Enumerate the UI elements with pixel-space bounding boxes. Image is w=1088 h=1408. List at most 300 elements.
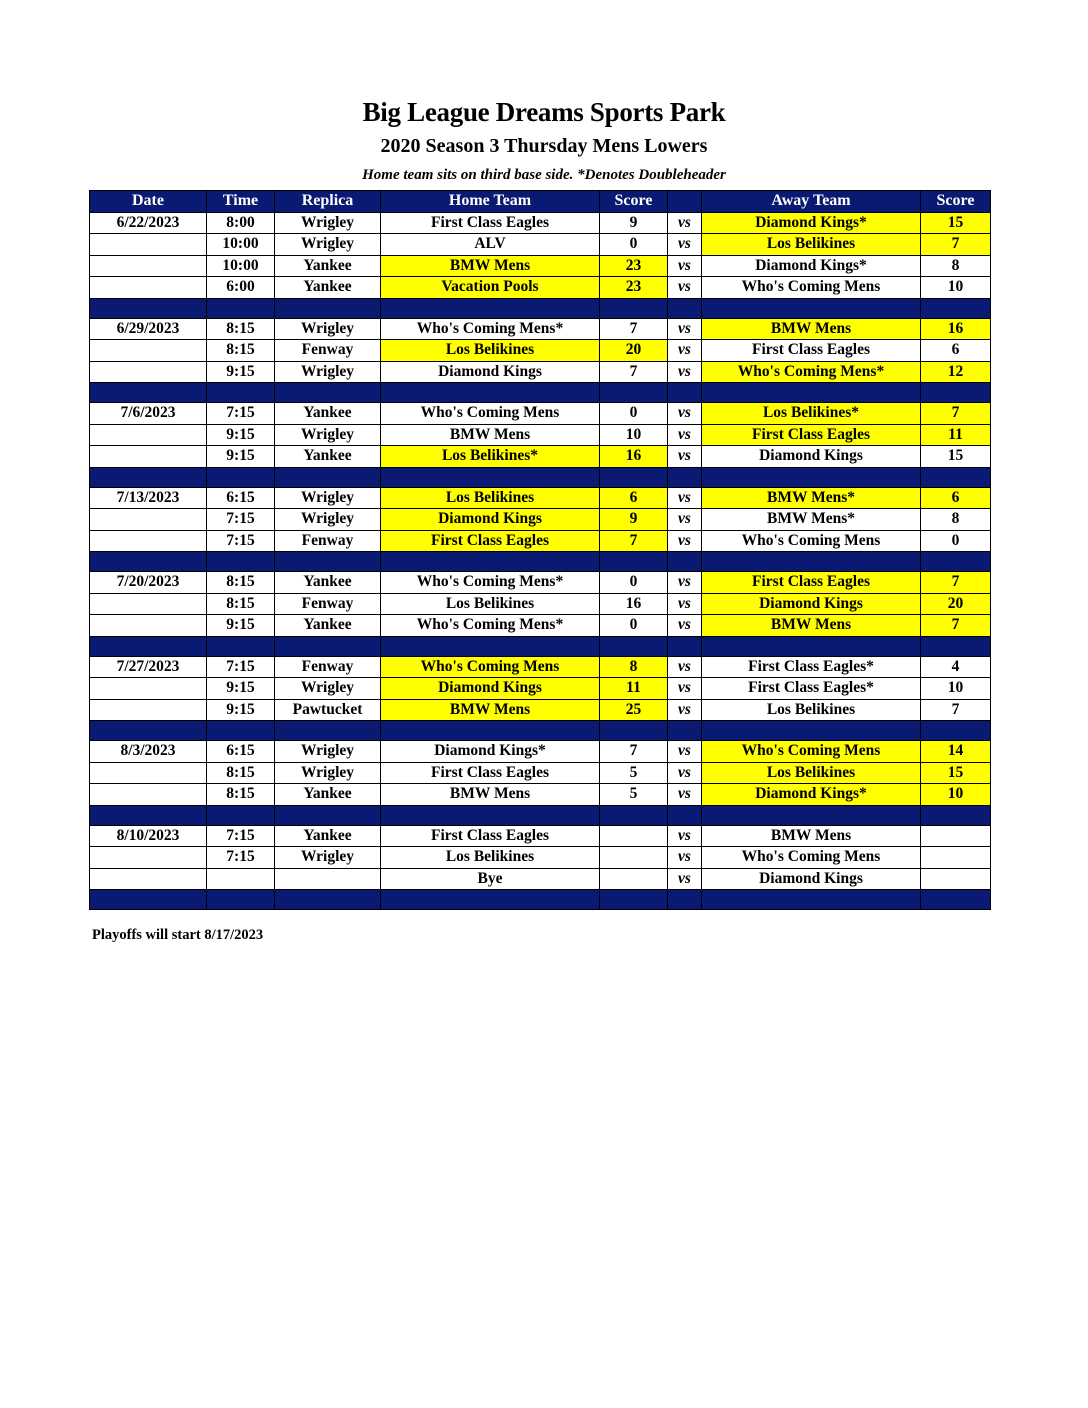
separator-cell xyxy=(90,467,207,487)
table-row xyxy=(90,656,991,678)
header-row xyxy=(90,191,991,213)
table-row xyxy=(90,572,991,594)
home-score-cell: 5 xyxy=(600,762,668,784)
separator-cell xyxy=(921,890,991,910)
field-cell: Yankee xyxy=(275,277,381,299)
home-score-cell: 10 xyxy=(600,424,668,446)
separator-cell xyxy=(668,721,702,741)
playoffs-note: Playoffs will start 8/17/2023 xyxy=(92,927,264,943)
away-team-cell: BMW Mens xyxy=(702,318,921,340)
home-score-cell: 0 xyxy=(600,572,668,594)
separator-cell xyxy=(275,890,381,910)
separator-cell xyxy=(702,721,921,741)
separator-cell xyxy=(600,721,668,741)
away-team-cell: First Class Eagles xyxy=(702,572,921,594)
vs-cell: vs xyxy=(668,255,702,277)
separator-cell xyxy=(702,298,921,318)
home-team-cell: Who's Coming Mens xyxy=(381,656,600,678)
home-team-cell: Bye xyxy=(381,868,600,890)
date-cell xyxy=(90,678,207,700)
separator-cell xyxy=(921,383,991,403)
away-team-cell: First Class Eagles xyxy=(702,424,921,446)
col-header-vs xyxy=(668,191,702,213)
away-score-cell: 16 xyxy=(921,318,991,340)
date-cell: 7/13/2023 xyxy=(90,487,207,509)
home-score-cell: 23 xyxy=(600,277,668,299)
date-cell: 7/27/2023 xyxy=(90,656,207,678)
home-team-cell: BMW Mens xyxy=(381,784,600,806)
away-team-cell: Who's Coming Mens xyxy=(702,741,921,763)
home-team-cell: Los Belikines xyxy=(381,847,600,869)
week-separator-row xyxy=(90,721,991,741)
col-header-time: Time xyxy=(207,191,275,213)
field-cell: Fenway xyxy=(275,593,381,615)
field-cell: Yankee xyxy=(275,403,381,425)
home-score-cell: 9 xyxy=(600,212,668,234)
away-score-cell xyxy=(921,868,991,890)
separator-cell xyxy=(207,636,275,656)
vs-cell: vs xyxy=(668,825,702,847)
separator-cell xyxy=(207,890,275,910)
away-score-cell: 4 xyxy=(921,656,991,678)
table-row xyxy=(90,509,991,531)
home-team-cell: Diamond Kings xyxy=(381,361,600,383)
field-cell: Yankee xyxy=(275,446,381,468)
separator-cell xyxy=(90,298,207,318)
home-team-cell: Diamond Kings xyxy=(381,678,600,700)
home-team-cell: Who's Coming Mens* xyxy=(381,318,600,340)
vs-cell: vs xyxy=(668,656,702,678)
separator-cell xyxy=(207,552,275,572)
table-row xyxy=(90,825,991,847)
away-score-cell: 12 xyxy=(921,361,991,383)
home-score-cell xyxy=(600,847,668,869)
away-score-cell: 0 xyxy=(921,530,991,552)
time-cell xyxy=(207,868,275,890)
time-cell: 6:00 xyxy=(207,277,275,299)
separator-cell xyxy=(921,298,991,318)
schedule-table xyxy=(89,190,991,910)
home-score-cell: 7 xyxy=(600,318,668,340)
home-team-cell: Diamond Kings* xyxy=(381,741,600,763)
date-cell xyxy=(90,784,207,806)
separator-cell xyxy=(921,721,991,741)
vs-cell: vs xyxy=(668,615,702,637)
vs-cell: vs xyxy=(668,762,702,784)
away-team-cell: Who's Coming Mens xyxy=(702,847,921,869)
separator-cell xyxy=(702,805,921,825)
date-cell xyxy=(90,593,207,615)
separator-cell xyxy=(600,383,668,403)
time-cell: 9:15 xyxy=(207,424,275,446)
separator-cell xyxy=(207,805,275,825)
col-header-away-team: Away Team xyxy=(702,191,921,213)
time-cell: 7:15 xyxy=(207,509,275,531)
vs-cell: vs xyxy=(668,741,702,763)
time-cell: 6:15 xyxy=(207,487,275,509)
away-team-cell: Los Belikines xyxy=(702,234,921,256)
separator-cell xyxy=(921,467,991,487)
time-cell: 8:15 xyxy=(207,784,275,806)
home-team-cell: First Class Eagles xyxy=(381,530,600,552)
home-score-cell: 25 xyxy=(600,699,668,721)
home-team-cell: First Class Eagles xyxy=(381,825,600,847)
separator-cell xyxy=(381,467,600,487)
date-cell xyxy=(90,446,207,468)
home-team-cell: BMW Mens xyxy=(381,699,600,721)
separator-cell xyxy=(668,805,702,825)
separator-cell xyxy=(275,805,381,825)
table-row xyxy=(90,741,991,763)
away-score-cell: 7 xyxy=(921,572,991,594)
separator-cell xyxy=(90,890,207,910)
home-score-cell xyxy=(600,825,668,847)
vs-cell: vs xyxy=(668,572,702,594)
col-header-replica: Replica xyxy=(275,191,381,213)
table-row xyxy=(90,593,991,615)
away-team-cell: Diamond Kings* xyxy=(702,255,921,277)
separator-cell xyxy=(275,467,381,487)
away-score-cell: 6 xyxy=(921,487,991,509)
date-cell xyxy=(90,615,207,637)
vs-cell: vs xyxy=(668,403,702,425)
date-cell xyxy=(90,509,207,531)
home-team-cell: Los Belikines xyxy=(381,593,600,615)
separator-cell xyxy=(381,298,600,318)
vs-cell: vs xyxy=(668,446,702,468)
home-score-cell: 23 xyxy=(600,255,668,277)
separator-cell xyxy=(668,890,702,910)
home-score-cell: 11 xyxy=(600,678,668,700)
field-cell: Yankee xyxy=(275,615,381,637)
away-score-cell: 7 xyxy=(921,699,991,721)
table-row xyxy=(90,361,991,383)
col-header-away-score: Score xyxy=(921,191,991,213)
table-row xyxy=(90,784,991,806)
separator-cell xyxy=(668,298,702,318)
time-cell: 8:15 xyxy=(207,593,275,615)
date-cell xyxy=(90,868,207,890)
week-separator-row xyxy=(90,890,991,910)
date-cell: 7/6/2023 xyxy=(90,403,207,425)
separator-cell xyxy=(702,890,921,910)
table-row xyxy=(90,234,991,256)
home-score-cell: 0 xyxy=(600,403,668,425)
separator-cell xyxy=(600,805,668,825)
time-cell: 9:15 xyxy=(207,446,275,468)
field-cell: Wrigley xyxy=(275,424,381,446)
week-separator-row xyxy=(90,467,991,487)
home-score-cell: 16 xyxy=(600,446,668,468)
separator-cell xyxy=(600,552,668,572)
field-cell: Wrigley xyxy=(275,741,381,763)
separator-cell xyxy=(668,636,702,656)
separator-cell xyxy=(668,552,702,572)
home-score-cell: 5 xyxy=(600,784,668,806)
time-cell: 10:00 xyxy=(207,234,275,256)
away-team-cell: Who's Coming Mens xyxy=(702,277,921,299)
home-score-cell: 16 xyxy=(600,593,668,615)
separator-cell xyxy=(90,636,207,656)
vs-cell: vs xyxy=(668,509,702,531)
date-cell: 6/29/2023 xyxy=(90,318,207,340)
field-cell: Yankee xyxy=(275,572,381,594)
time-cell: 9:15 xyxy=(207,615,275,637)
vs-cell: vs xyxy=(668,487,702,509)
table-row xyxy=(90,678,991,700)
home-team-cell: Who's Coming Mens* xyxy=(381,572,600,594)
separator-cell xyxy=(207,467,275,487)
date-cell xyxy=(90,424,207,446)
home-team-cell: Who's Coming Mens* xyxy=(381,615,600,637)
away-score-cell: 6 xyxy=(921,340,991,362)
date-cell xyxy=(90,530,207,552)
away-team-cell: Diamond Kings xyxy=(702,593,921,615)
date-cell xyxy=(90,340,207,362)
time-cell: 8:15 xyxy=(207,572,275,594)
table-row xyxy=(90,615,991,637)
table-row xyxy=(90,530,991,552)
date-cell xyxy=(90,762,207,784)
vs-cell: vs xyxy=(668,530,702,552)
away-team-cell: First Class Eagles xyxy=(702,340,921,362)
vs-cell: vs xyxy=(668,361,702,383)
date-cell xyxy=(90,361,207,383)
date-cell xyxy=(90,255,207,277)
separator-cell xyxy=(921,805,991,825)
time-cell: 10:00 xyxy=(207,255,275,277)
week-separator-row xyxy=(90,552,991,572)
table-row xyxy=(90,277,991,299)
home-score-cell: 20 xyxy=(600,340,668,362)
field-cell: Yankee xyxy=(275,784,381,806)
separator-cell xyxy=(381,383,600,403)
home-team-cell: First Class Eagles xyxy=(381,762,600,784)
date-cell: 8/3/2023 xyxy=(90,741,207,763)
separator-cell xyxy=(668,383,702,403)
away-score-cell: 15 xyxy=(921,446,991,468)
vs-cell: vs xyxy=(668,699,702,721)
away-team-cell: BMW Mens* xyxy=(702,509,921,531)
separator-cell xyxy=(275,383,381,403)
separator-cell xyxy=(702,467,921,487)
date-cell xyxy=(90,699,207,721)
away-score-cell: 7 xyxy=(921,403,991,425)
time-cell: 9:15 xyxy=(207,678,275,700)
away-score-cell: 11 xyxy=(921,424,991,446)
vs-cell: vs xyxy=(668,424,702,446)
away-team-cell: Los Belikines* xyxy=(702,403,921,425)
table-row xyxy=(90,762,991,784)
home-score-cell: 9 xyxy=(600,509,668,531)
away-score-cell: 10 xyxy=(921,784,991,806)
vs-cell: vs xyxy=(668,212,702,234)
separator-cell xyxy=(381,636,600,656)
field-cell: Wrigley xyxy=(275,487,381,509)
away-team-cell: First Class Eagles* xyxy=(702,656,921,678)
table-row xyxy=(90,847,991,869)
home-score-cell: 7 xyxy=(600,741,668,763)
home-team-cell: Vacation Pools xyxy=(381,277,600,299)
field-cell: Yankee xyxy=(275,825,381,847)
separator-cell xyxy=(90,805,207,825)
time-cell: 6:15 xyxy=(207,741,275,763)
field-cell: Fenway xyxy=(275,656,381,678)
time-cell: 8:15 xyxy=(207,318,275,340)
separator-cell xyxy=(600,298,668,318)
table-row xyxy=(90,318,991,340)
page-subtitle: 2020 Season 3 Thursday Mens Lowers xyxy=(380,135,708,157)
vs-cell: vs xyxy=(668,593,702,615)
date-cell: 8/10/2023 xyxy=(90,825,207,847)
away-team-cell: Diamond Kings xyxy=(702,868,921,890)
time-cell: 7:15 xyxy=(207,656,275,678)
table-row xyxy=(90,868,991,890)
home-score-cell: 8 xyxy=(600,656,668,678)
home-team-cell: Los Belikines xyxy=(381,487,600,509)
date-cell xyxy=(90,234,207,256)
away-score-cell: 20 xyxy=(921,593,991,615)
time-cell: 7:15 xyxy=(207,530,275,552)
away-score-cell xyxy=(921,825,991,847)
away-team-cell: BMW Mens xyxy=(702,615,921,637)
date-cell: 6/22/2023 xyxy=(90,212,207,234)
separator-cell xyxy=(275,552,381,572)
page-title: Big League Dreams Sports Park xyxy=(362,97,726,127)
away-team-cell: BMW Mens* xyxy=(702,487,921,509)
time-cell: 9:15 xyxy=(207,699,275,721)
home-team-cell: Los Belikines xyxy=(381,340,600,362)
field-cell: Yankee xyxy=(275,255,381,277)
away-score-cell: 15 xyxy=(921,212,991,234)
field-cell: Wrigley xyxy=(275,361,381,383)
separator-cell xyxy=(207,383,275,403)
vs-cell: vs xyxy=(668,784,702,806)
date-cell xyxy=(90,847,207,869)
separator-cell xyxy=(381,805,600,825)
away-team-cell: Diamond Kings* xyxy=(702,784,921,806)
away-team-cell: Diamond Kings xyxy=(702,446,921,468)
away-team-cell: Who's Coming Mens* xyxy=(702,361,921,383)
field-cell xyxy=(275,868,381,890)
away-team-cell: First Class Eagles* xyxy=(702,678,921,700)
separator-cell xyxy=(381,721,600,741)
home-score-cell: 7 xyxy=(600,361,668,383)
vs-cell: vs xyxy=(668,340,702,362)
home-team-cell: BMW Mens xyxy=(381,255,600,277)
separator-cell xyxy=(668,467,702,487)
schedule-body xyxy=(90,212,991,910)
week-separator-row xyxy=(90,298,991,318)
vs-cell: vs xyxy=(668,318,702,340)
separator-cell xyxy=(90,552,207,572)
time-cell: 8:15 xyxy=(207,340,275,362)
time-cell: 7:15 xyxy=(207,403,275,425)
vs-cell: vs xyxy=(668,847,702,869)
away-score-cell: 10 xyxy=(921,678,991,700)
vs-cell: vs xyxy=(668,678,702,700)
table-row xyxy=(90,403,991,425)
separator-cell xyxy=(90,383,207,403)
field-cell: Wrigley xyxy=(275,509,381,531)
separator-cell xyxy=(921,552,991,572)
away-score-cell: 8 xyxy=(921,255,991,277)
separator-cell xyxy=(207,721,275,741)
field-cell: Wrigley xyxy=(275,678,381,700)
home-score-cell: 6 xyxy=(600,487,668,509)
separator-cell xyxy=(275,636,381,656)
away-team-cell: Los Belikines xyxy=(702,762,921,784)
week-separator-row xyxy=(90,636,991,656)
time-cell: 7:15 xyxy=(207,825,275,847)
vs-cell: vs xyxy=(668,277,702,299)
vs-cell: vs xyxy=(668,868,702,890)
home-team-cell: BMW Mens xyxy=(381,424,600,446)
away-team-cell: BMW Mens xyxy=(702,825,921,847)
away-score-cell: 7 xyxy=(921,615,991,637)
separator-cell xyxy=(600,636,668,656)
table-row xyxy=(90,340,991,362)
away-team-cell: Who's Coming Mens xyxy=(702,530,921,552)
time-cell: 9:15 xyxy=(207,361,275,383)
col-header-home-team: Home Team xyxy=(381,191,600,213)
doubleheader-note: Home team sits on third base side. *Denotes Doubleheader xyxy=(362,167,726,183)
home-team-cell: Who's Coming Mens xyxy=(381,403,600,425)
away-score-cell: 8 xyxy=(921,509,991,531)
date-cell xyxy=(90,277,207,299)
time-cell: 7:15 xyxy=(207,847,275,869)
col-header-date: Date xyxy=(90,191,207,213)
away-score-cell: 14 xyxy=(921,741,991,763)
away-score-cell: 10 xyxy=(921,277,991,299)
field-cell: Wrigley xyxy=(275,234,381,256)
table-row xyxy=(90,446,991,468)
separator-cell xyxy=(600,467,668,487)
week-separator-row xyxy=(90,383,991,403)
field-cell: Fenway xyxy=(275,530,381,552)
time-cell: 8:00 xyxy=(207,212,275,234)
table-row xyxy=(90,487,991,509)
away-team-cell: Diamond Kings* xyxy=(702,212,921,234)
separator-cell xyxy=(381,890,600,910)
vs-cell: vs xyxy=(668,234,702,256)
separator-cell xyxy=(702,552,921,572)
home-team-cell: Los Belikines* xyxy=(381,446,600,468)
table-row xyxy=(90,424,991,446)
separator-cell xyxy=(275,721,381,741)
away-score-cell: 15 xyxy=(921,762,991,784)
separator-cell xyxy=(275,298,381,318)
away-score-cell: 7 xyxy=(921,234,991,256)
away-team-cell: Los Belikines xyxy=(702,699,921,721)
separator-cell xyxy=(921,636,991,656)
field-cell: Wrigley xyxy=(275,762,381,784)
table-row xyxy=(90,212,991,234)
separator-cell xyxy=(207,298,275,318)
table-row xyxy=(90,699,991,721)
field-cell: Wrigley xyxy=(275,847,381,869)
home-score-cell: 0 xyxy=(600,234,668,256)
field-cell: Wrigley xyxy=(275,212,381,234)
home-team-cell: ALV xyxy=(381,234,600,256)
field-cell: Wrigley xyxy=(275,318,381,340)
home-score-cell xyxy=(600,868,668,890)
home-team-cell: First Class Eagles xyxy=(381,212,600,234)
separator-cell xyxy=(702,383,921,403)
separator-cell xyxy=(90,721,207,741)
home-score-cell: 7 xyxy=(600,530,668,552)
separator-cell xyxy=(600,890,668,910)
